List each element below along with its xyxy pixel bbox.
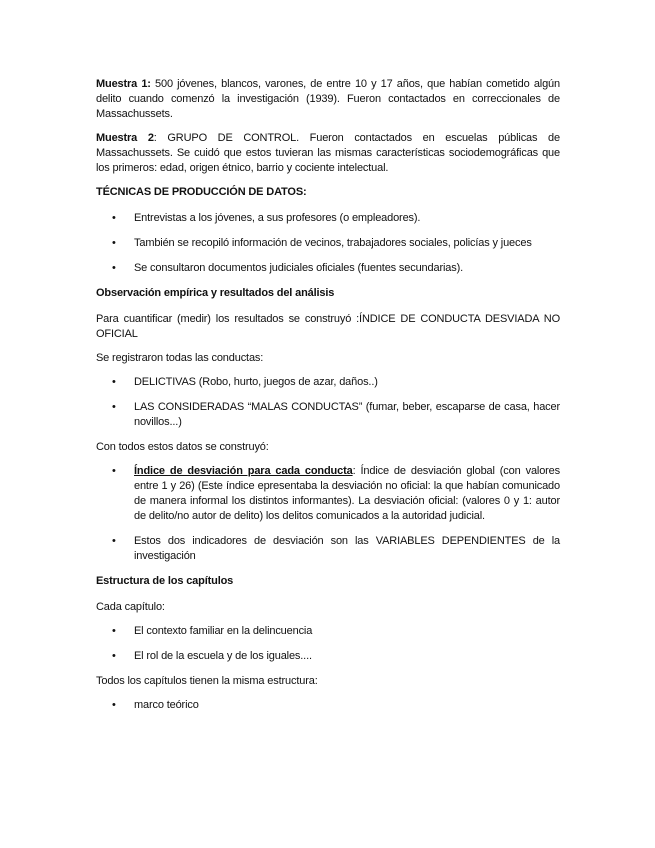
muestra-1-text: 500 jóvenes, blancos, varones, de entre 10 y 17 años, que habían cometido algún delito cuando comenzó la investigación (1939). Fueron contactados en correccionales de Massachussets.: [96, 78, 560, 120]
registro-text: Se registraron todas las conductas:: [96, 352, 264, 364]
muestra-2-text: : GRUPO DE CONTROL. Fueron contactados en escuelas públicas de Massachussets. Se cuidó que estos tuvieran las mismas características sociodemográficas que los primeros: edad, origen étnico, barrio y cociente intelectual.: [96, 132, 560, 174]
tecnicas-list: [96, 211, 560, 276]
list-item: • El contexto familiar en la delincuencia: [134, 624, 560, 639]
capitulos-list: [96, 624, 560, 664]
estructura-heading: Estructura de los capítulos: [96, 575, 234, 587]
list-item: • Entrevistas a los jóvenes, a sus profesores (o empleadores).: [134, 211, 560, 226]
indice-text: : Índice de desviación global (con valores entre 1 y 26) (Este índice epresentaba la desviación no oficial: la que habían comunicado de manera informal los distintos informantes). La desviación oficial: (valores 0 y 1: autor de delito/no autor de delito) los delitos comunicados a la autoridad judicial.: [134, 465, 560, 522]
muestra-2-label: Muestra 2: [96, 132, 154, 144]
list-item: • Estos dos indicadores de desviación son las VARIABLES DEPENDIENTES de la investigación: [134, 534, 560, 564]
muestra-1-label: Muestra 1:: [96, 78, 151, 90]
conductas-list: [96, 375, 560, 430]
list-item: • El rol de la escuela y de los iguales....: [134, 649, 560, 664]
observacion-heading: Observación empírica y resultados del análisis: [96, 287, 335, 299]
list-item: • También se recopiló información de vecinos, trabajadores sociales, policías y jueces: [134, 236, 560, 251]
list-item: [134, 464, 560, 524]
observacion-intro: Para cuantificar (medir) los resultados se construyó :ÍNDICE DE CONDUCTA DESVIADA NO OFICIAL: [96, 313, 560, 340]
estructura-intro: Cada capítulo:: [96, 601, 165, 613]
indices-list: [96, 464, 560, 564]
list-item: • LAS CONSIDERADAS “MALAS CONDUCTAS” (fumar, beber, escaparse de casa, hacer novillos...): [134, 400, 560, 430]
list-item: • Se consultaron documentos judiciales oficiales (fuentes secundarias).: [134, 261, 560, 276]
tecnicas-heading: TÉCNICAS DE PRODUCCIÓN DE DATOS:: [96, 186, 307, 198]
estructura-list: [96, 698, 560, 713]
indice-label: Índice de desviación para cada conducta: [134, 465, 353, 477]
muestra-2-paragraph: [96, 131, 560, 176]
muestra-1-paragraph: [96, 77, 560, 122]
construyo-text: Con todos estos datos se construyó:: [96, 441, 269, 453]
list-item: • marco teórico: [134, 698, 560, 713]
list-item: • DELICTIVAS (Robo, hurto, juegos de azar, daños..): [134, 375, 560, 390]
todos-capitulos-text: Todos los capítulos tienen la misma estructura:: [96, 675, 318, 687]
